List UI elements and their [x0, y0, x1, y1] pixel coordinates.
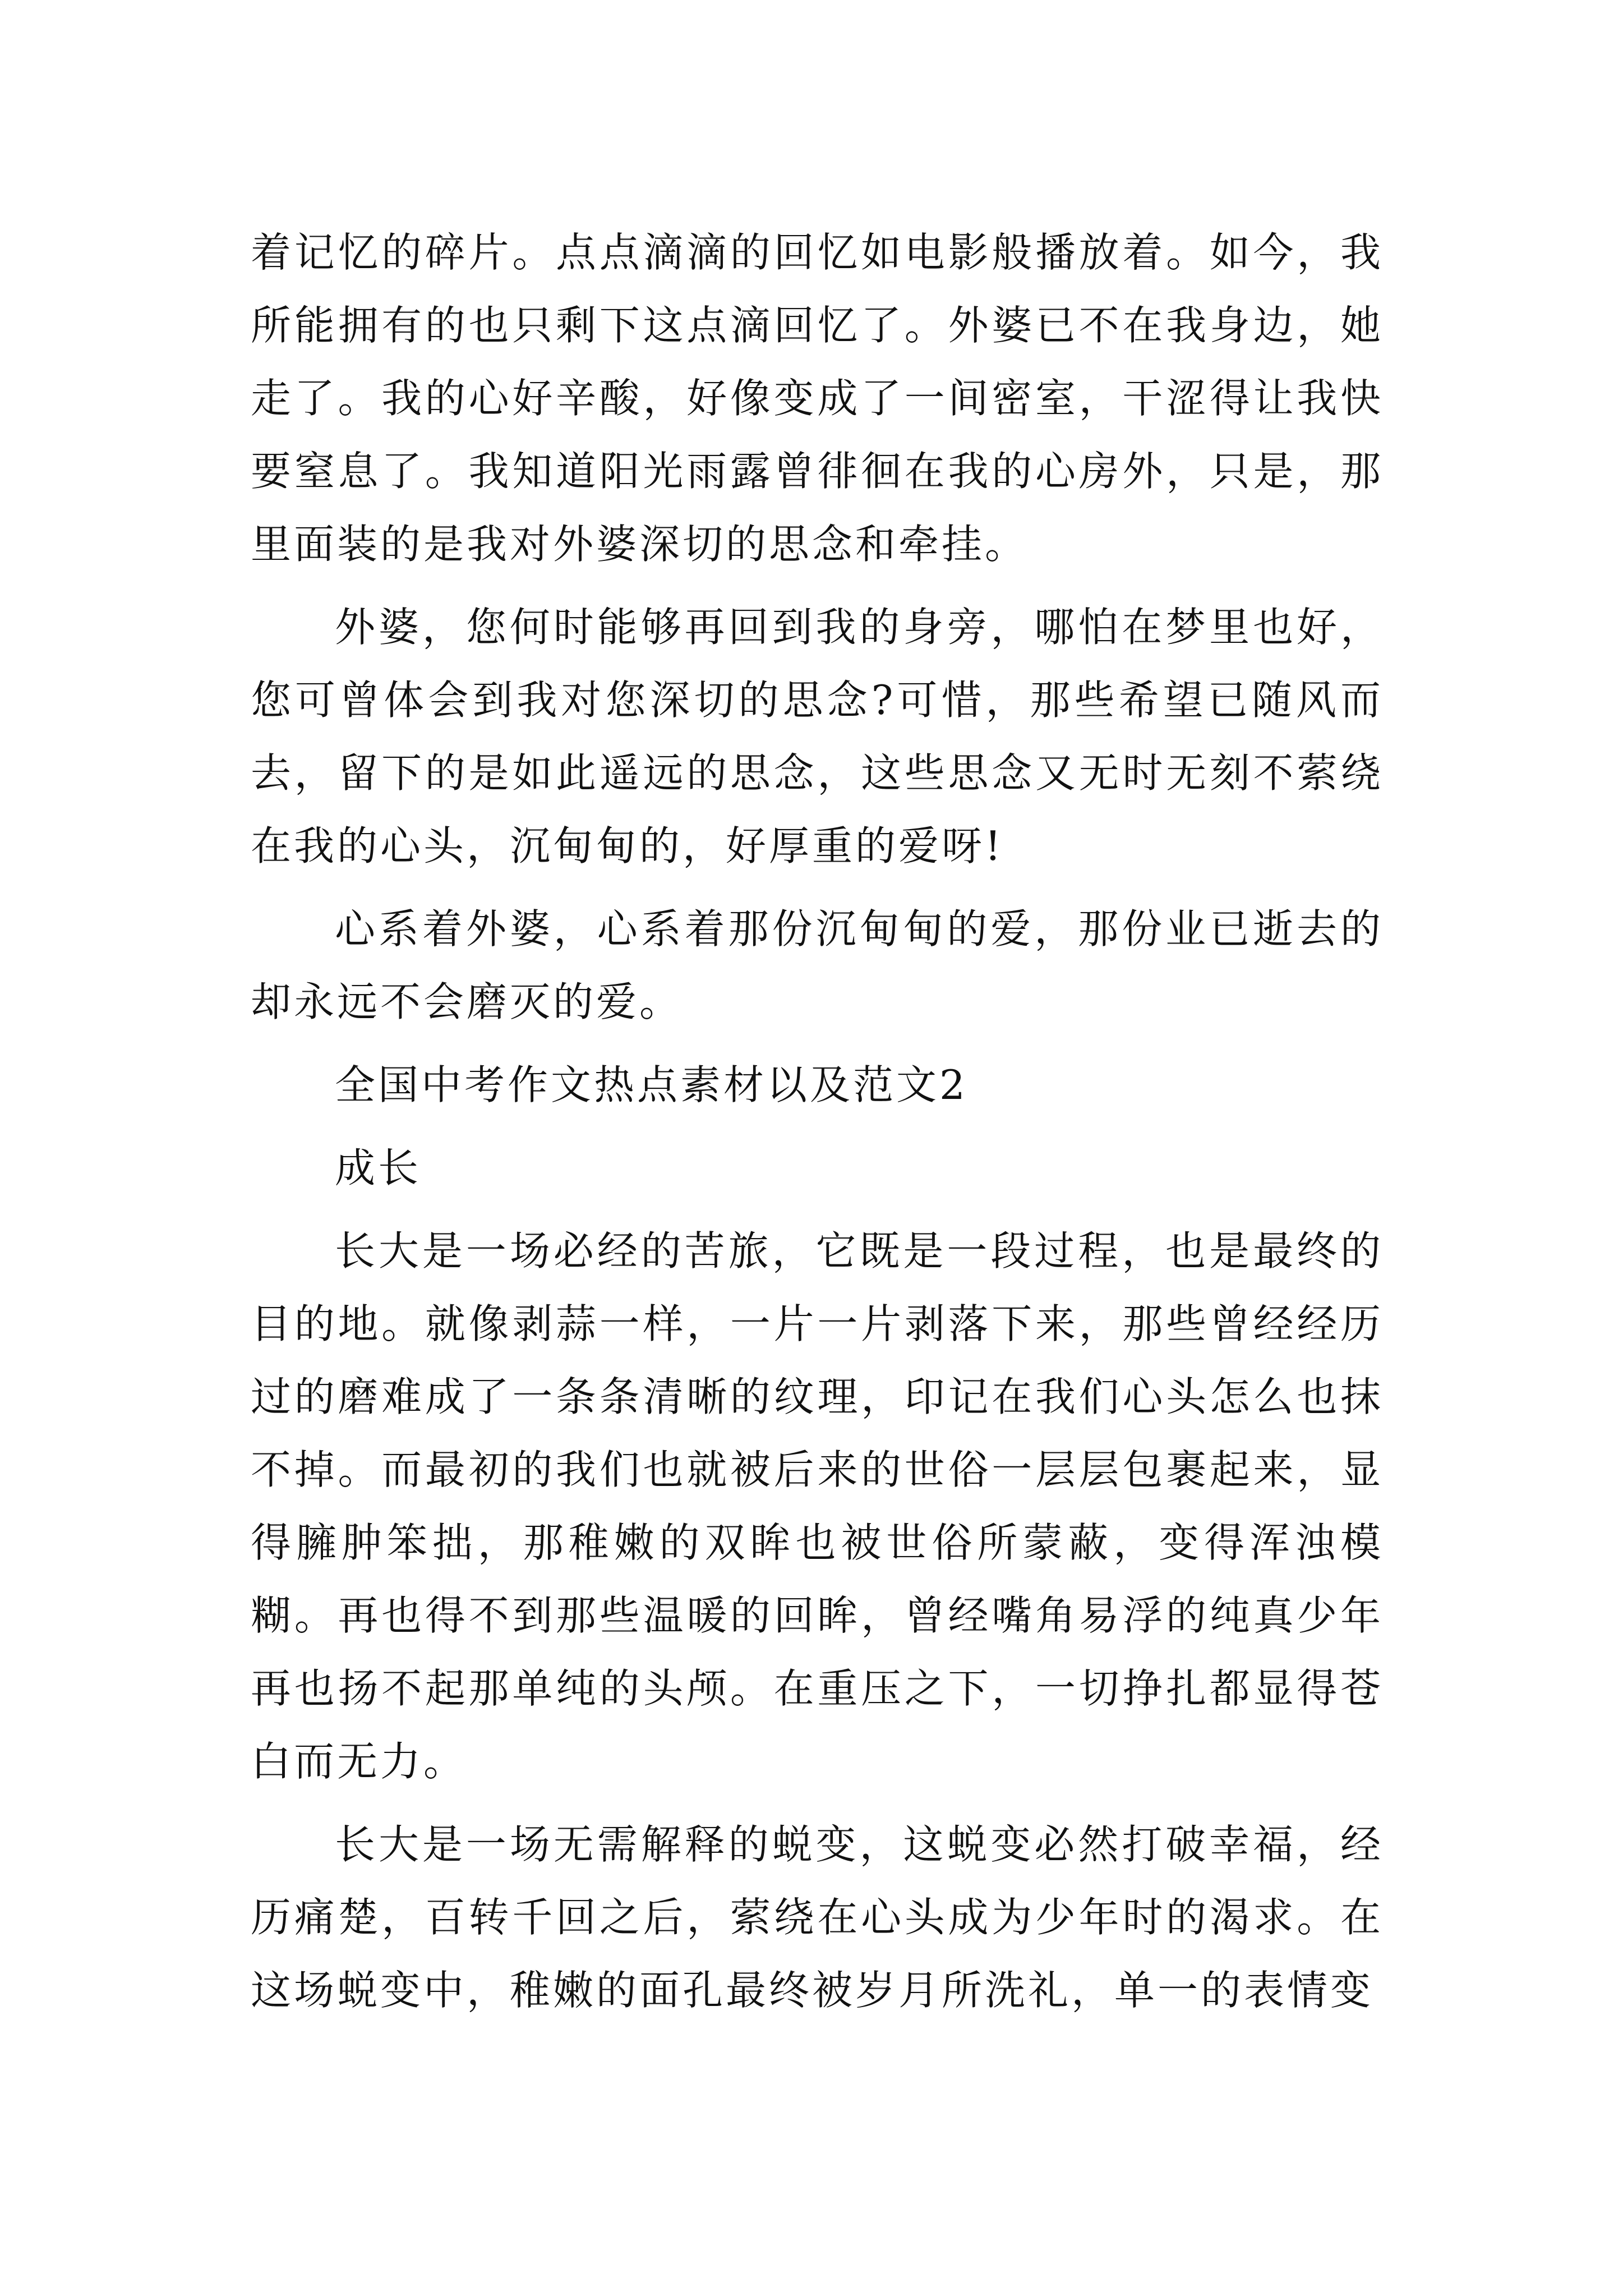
paragraph-grandmother-missing: 外婆，您何时能够再回到我的身旁，哪怕在梦里也好，您可曾体会到我对您深切的思念?可惜，那些希望已随风而去，留下的是如此遥远的思念，这些思念又无时无刻不萦绕在我的心头，沉甸甸的，好厚重的爱呀!: [251, 604, 1384, 869]
document-body: [251, 216, 1384, 2037]
essay-title: 成长: [335, 1144, 422, 1191]
paragraph-memory-fragments: 着记忆的碎片。点点滴滴的回忆如电影般播放着。如今，我所能拥有的也只剩下这点滴回忆了。外婆已不在我身边，她走了。我的心好辛酸，好像变成了一间密室，干涩得让我快要窒息了。我知道阳光雨露曾徘徊在我的心房外，只是，那里面装的是我对外婆深切的思念和牵挂。: [251, 229, 1384, 568]
paragraph-heavy-love: 心系着外婆，心系着那份沉甸甸的爱，那份业已逝去的却永远不会磨灭的爱。: [251, 905, 1384, 1025]
paragraph-growing-journey: 长大是一场必经的苦旅，它既是一段过程，也是最终的目的地。就像剥蒜一样，一片一片剥落下来，那些曾经经历过的磨难成了一条条清晰的纹理，印记在我们心头怎么也抹不掉。而最初的我们也就被后来的世俗一层层包裹起来，显得臃肿笨拙，那稚嫩的双眸也被世俗所蒙蔽，变得浑浊模糊。再也得不到那些温暖的回眸，曾经嘴角易浮的纯真少年再也扬不起那单纯的头颅。在重压之下，一切挣扎都显得苍白而无力。: [251, 1227, 1384, 1785]
paragraph-metamorphosis: 长大是一场无需解释的蜕变，这蜕变必然打破幸福，经历痛楚，百转千回之后，萦绕在心头成为少年时的渴求。在这场蜕变中，稚嫩的面孔最终被岁月所洗礼，单一的表情变: [251, 1821, 1384, 2014]
section-heading: 全国中考作文热点素材以及范文2: [335, 1061, 968, 1108]
